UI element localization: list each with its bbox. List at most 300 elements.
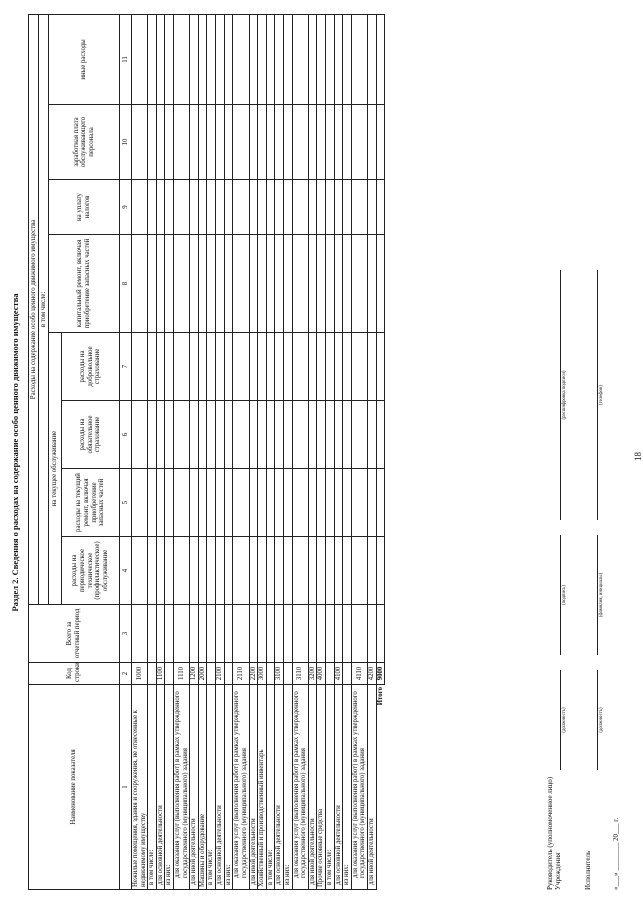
value-cell	[174, 605, 190, 663]
table-row	[190, 14, 199, 889]
value-cell	[156, 537, 165, 605]
value-cell	[283, 14, 292, 104]
value-cell	[190, 605, 199, 663]
value-cell	[351, 469, 367, 537]
value-cell	[174, 537, 190, 605]
row-code: 3100	[275, 663, 284, 685]
value-cell	[317, 605, 326, 663]
value-cell	[198, 105, 207, 180]
value-cell	[283, 605, 292, 663]
value-cell	[207, 105, 216, 180]
row-code: 1200	[190, 663, 199, 685]
value-cell	[233, 333, 249, 401]
value-cell	[258, 180, 267, 235]
value-cell	[207, 235, 216, 333]
value-cell	[216, 235, 225, 333]
value-cell	[326, 180, 335, 235]
value-cell	[308, 469, 317, 537]
row-code	[207, 663, 216, 685]
value-cell	[224, 333, 233, 401]
head-position-caption: (должность)	[562, 707, 567, 733]
expenses-table	[28, 14, 385, 890]
value-cell	[334, 180, 343, 235]
value-cell	[148, 605, 157, 663]
value-cell	[326, 401, 335, 469]
value-cell	[343, 469, 352, 537]
value-cell	[148, 235, 157, 333]
value-cell	[258, 469, 267, 537]
value-cell	[216, 401, 225, 469]
value-cell	[233, 537, 249, 605]
row-name: Прочие основные средства	[317, 685, 326, 890]
table-row	[224, 14, 233, 889]
row-code: 4110	[351, 663, 367, 685]
header-col5: расходы на текущий ремонт, включая приобретение запасных частей	[62, 469, 120, 537]
value-cell	[275, 537, 284, 605]
value-cell	[292, 333, 308, 401]
row-code: 3110	[292, 663, 308, 685]
row-code: 4200	[368, 663, 377, 685]
value-cell	[190, 235, 199, 333]
row-code: 1000	[132, 663, 148, 685]
table-row	[198, 14, 207, 889]
value-cell	[156, 180, 165, 235]
row-code: 4000	[317, 663, 326, 685]
table-row	[132, 14, 148, 889]
head-label: Руководитель (уполномоченное лицо) Учреждения	[546, 776, 562, 890]
value-cell	[258, 537, 267, 605]
row-name: для иной деятельности	[308, 685, 317, 890]
value-cell	[343, 14, 352, 104]
section-title: Раздел 2. Сведения о расходах на содержание особо ценного движимого имущества	[10, 293, 20, 612]
total-value-cell	[376, 180, 385, 235]
value-cell	[258, 605, 267, 663]
value-cell	[292, 469, 308, 537]
total-code: 9000	[376, 663, 385, 685]
row-name: для иной деятельности	[368, 685, 377, 890]
table-row	[334, 14, 343, 889]
value-cell	[308, 14, 317, 104]
value-cell	[190, 537, 199, 605]
value-cell	[258, 235, 267, 333]
value-cell	[132, 469, 148, 537]
value-cell	[198, 605, 207, 663]
value-cell	[249, 105, 258, 180]
head-decoding-caption: (расшифровка подписи)	[562, 370, 567, 420]
row-code: 1100	[156, 663, 165, 685]
header-total: Всего за отчетный период	[29, 605, 120, 663]
header-name: Наименование показателя	[29, 685, 120, 890]
value-cell	[258, 333, 267, 401]
value-cell	[292, 605, 308, 663]
row-name: для основной деятельности	[275, 685, 284, 890]
value-cell	[249, 401, 258, 469]
row-code: 2100	[216, 663, 225, 685]
value-cell	[224, 235, 233, 333]
row-name: для оказания услуг (выполнения работ) в рамках утвержденного государственного (муниципального) задания	[292, 685, 308, 890]
executor-phone-line	[597, 270, 598, 520]
total-value-cell	[376, 401, 385, 469]
header-col8: капитальный ремонт, включая приобретение запасных частей	[49, 235, 120, 333]
value-cell	[156, 469, 165, 537]
value-cell	[249, 180, 258, 235]
value-cell	[368, 333, 377, 401]
value-cell	[317, 235, 326, 333]
column-number: 1	[120, 685, 132, 890]
value-cell	[275, 605, 284, 663]
table-row	[368, 14, 377, 889]
value-cell	[174, 14, 190, 104]
value-cell	[174, 180, 190, 235]
table-row	[174, 14, 190, 889]
value-cell	[368, 605, 377, 663]
row-name: для оказания услуг (выполнения работ) в рамках утвержденного государственного (муниципального) задания	[233, 685, 249, 890]
row-name: для иной деятельности	[190, 685, 199, 890]
value-cell	[326, 537, 335, 605]
column-number: 4	[120, 537, 132, 605]
value-cell	[249, 469, 258, 537]
value-cell	[266, 537, 275, 605]
row-code	[224, 663, 233, 685]
value-cell	[334, 235, 343, 333]
row-name: для основной деятельности	[156, 685, 165, 890]
row-code: 2110	[233, 663, 249, 685]
value-cell	[224, 180, 233, 235]
value-cell	[132, 235, 148, 333]
table-body	[132, 14, 385, 889]
column-number: 3	[120, 605, 132, 663]
value-cell	[165, 537, 174, 605]
value-cell	[283, 469, 292, 537]
table-row	[326, 14, 335, 889]
value-cell	[368, 469, 377, 537]
column-number: 2	[120, 663, 132, 685]
row-code: 2200	[249, 663, 258, 685]
table-row	[317, 14, 326, 889]
table-row	[292, 14, 308, 889]
row-code: 1110	[174, 663, 190, 685]
value-cell	[224, 105, 233, 180]
table-row	[148, 14, 157, 889]
value-cell	[216, 105, 225, 180]
value-cell	[165, 14, 174, 104]
value-cell	[292, 180, 308, 235]
value-cell	[249, 605, 258, 663]
value-cell	[148, 180, 157, 235]
value-cell	[283, 235, 292, 333]
value-cell	[266, 605, 275, 663]
head-position-line	[560, 670, 561, 770]
value-cell	[283, 333, 292, 401]
row-name: для оказания услуг (выполнения работ) в рамках утвержденного государственного (муниципального) задания	[351, 685, 367, 890]
value-cell	[207, 180, 216, 235]
row-code: 4100	[334, 663, 343, 685]
value-cell	[308, 401, 317, 469]
value-cell	[207, 469, 216, 537]
value-cell	[165, 333, 174, 401]
row-name: Машины и оборудование	[198, 685, 207, 890]
value-cell	[275, 105, 284, 180]
value-cell	[233, 14, 249, 104]
value-cell	[283, 180, 292, 235]
row-name: Нежилые помещения, здания и сооружения, не отнесенные к недвижимому имуществу	[132, 685, 148, 890]
value-cell	[308, 105, 317, 180]
row-name: из них:	[224, 685, 233, 890]
row-code	[326, 663, 335, 685]
value-cell	[258, 401, 267, 469]
value-cell	[198, 469, 207, 537]
value-cell	[343, 605, 352, 663]
table-row	[207, 14, 216, 889]
value-cell	[233, 235, 249, 333]
head-decoding-line	[560, 270, 561, 520]
row-code: 3200	[308, 663, 317, 685]
value-cell	[233, 469, 249, 537]
value-cell	[343, 235, 352, 333]
value-cell	[224, 401, 233, 469]
column-number: 8	[120, 235, 132, 333]
value-cell	[132, 333, 148, 401]
value-cell	[174, 235, 190, 333]
value-cell	[308, 605, 317, 663]
value-cell	[317, 537, 326, 605]
value-cell	[156, 14, 165, 104]
value-cell	[156, 401, 165, 469]
value-cell	[190, 14, 199, 104]
value-cell	[132, 605, 148, 663]
row-name: в том числе:	[266, 685, 275, 890]
value-cell	[292, 105, 308, 180]
value-cell	[351, 537, 367, 605]
value-cell	[249, 333, 258, 401]
value-cell	[165, 605, 174, 663]
table-row	[233, 14, 249, 889]
value-cell	[343, 105, 352, 180]
value-cell	[249, 14, 258, 104]
total-value-cell	[376, 537, 385, 605]
value-cell	[132, 401, 148, 469]
head-signature-line	[560, 535, 561, 655]
column-number: 11	[120, 14, 132, 104]
value-cell	[233, 605, 249, 663]
total-label: Итого	[376, 685, 385, 890]
value-cell	[343, 401, 352, 469]
value-cell	[266, 401, 275, 469]
total-value-cell	[376, 333, 385, 401]
value-cell	[190, 180, 199, 235]
value-cell	[174, 333, 190, 401]
value-cell	[224, 605, 233, 663]
value-cell	[283, 105, 292, 180]
row-name: Хозяйственный и производственный инвентарь	[258, 685, 267, 890]
value-cell	[207, 605, 216, 663]
header-current-service: на текущее обслуживание	[49, 333, 62, 605]
total-value-cell	[376, 469, 385, 537]
value-cell	[207, 14, 216, 104]
value-cell	[132, 14, 148, 104]
value-cell	[258, 14, 267, 104]
value-cell	[292, 14, 308, 104]
total-row	[376, 14, 385, 889]
value-cell	[292, 401, 308, 469]
value-cell	[148, 333, 157, 401]
row-name: в том числе:	[326, 685, 335, 890]
value-cell	[132, 537, 148, 605]
header-expenses-group: Расходы на содержание особо ценного движимого имущества	[29, 14, 39, 604]
table-row	[308, 14, 317, 889]
header-col7: расходы на добровольное страхование	[62, 333, 120, 401]
value-cell	[148, 14, 157, 104]
value-cell	[334, 14, 343, 104]
value-cell	[275, 333, 284, 401]
value-cell	[174, 469, 190, 537]
value-cell	[275, 235, 284, 333]
header-col6: расходы на обязательное страхование	[62, 401, 120, 469]
head-signature-caption: (подпись)	[562, 585, 567, 605]
value-cell	[368, 180, 377, 235]
value-cell	[190, 469, 199, 537]
executor-label: Исполнитель	[584, 850, 592, 890]
value-cell	[334, 333, 343, 401]
value-cell	[249, 235, 258, 333]
value-cell	[198, 14, 207, 104]
value-cell	[351, 14, 367, 104]
table-row	[343, 14, 352, 889]
total-value-cell	[376, 105, 385, 180]
value-cell	[368, 14, 377, 104]
value-cell	[368, 105, 377, 180]
table-row	[275, 14, 284, 889]
value-cell	[156, 105, 165, 180]
table-row	[258, 14, 267, 889]
value-cell	[266, 469, 275, 537]
total-value-cell	[376, 235, 385, 333]
table-row	[266, 14, 275, 889]
executor-position-caption: (должность)	[599, 707, 604, 733]
row-name: для основной деятельности	[334, 685, 343, 890]
header-in-that-number: в том числе:	[39, 14, 49, 604]
value-cell	[275, 14, 284, 104]
value-cell	[224, 537, 233, 605]
value-cell	[368, 537, 377, 605]
value-cell	[165, 235, 174, 333]
value-cell	[326, 235, 335, 333]
row-code	[343, 663, 352, 685]
value-cell	[148, 105, 157, 180]
value-cell	[156, 605, 165, 663]
value-cell	[317, 401, 326, 469]
column-number: 5	[120, 469, 132, 537]
value-cell	[207, 401, 216, 469]
value-cell	[174, 401, 190, 469]
value-cell	[308, 333, 317, 401]
row-name: для иной деятельности	[249, 685, 258, 890]
value-cell	[266, 105, 275, 180]
value-cell	[308, 235, 317, 333]
value-cell	[165, 180, 174, 235]
value-cell	[351, 105, 367, 180]
value-cell	[224, 14, 233, 104]
value-cell	[198, 537, 207, 605]
value-cell	[343, 180, 352, 235]
row-name: в том числе:	[148, 685, 157, 890]
total-value-cell	[376, 14, 385, 104]
column-number: 9	[120, 180, 132, 235]
value-cell	[216, 537, 225, 605]
value-cell	[266, 14, 275, 104]
column-number: 6	[120, 401, 132, 469]
header-code: Код строки	[29, 663, 120, 685]
value-cell	[343, 537, 352, 605]
value-cell	[148, 469, 157, 537]
row-name: из них:	[283, 685, 292, 890]
value-cell	[224, 469, 233, 537]
value-cell	[198, 333, 207, 401]
value-cell	[351, 401, 367, 469]
value-cell	[207, 333, 216, 401]
row-name: из них:	[343, 685, 352, 890]
value-cell	[275, 180, 284, 235]
value-cell	[165, 401, 174, 469]
table-row	[249, 14, 258, 889]
value-cell	[207, 537, 216, 605]
value-cell	[198, 235, 207, 333]
value-cell	[198, 401, 207, 469]
row-code: 3000	[258, 663, 267, 685]
row-name: для оказания услуг (выполнения работ) в рамках утвержденного государственного (муниципального) задания	[174, 685, 190, 890]
value-cell	[190, 401, 199, 469]
value-cell	[198, 180, 207, 235]
value-cell	[351, 180, 367, 235]
value-cell	[216, 180, 225, 235]
value-cell	[326, 105, 335, 180]
value-cell	[283, 537, 292, 605]
date-line: «___» ________ 20___ г.	[612, 817, 620, 890]
table-row	[156, 14, 165, 889]
value-cell	[308, 537, 317, 605]
value-cell	[190, 105, 199, 180]
value-cell	[308, 180, 317, 235]
value-cell	[165, 105, 174, 180]
table-row	[351, 14, 367, 889]
value-cell	[249, 537, 258, 605]
value-cell	[266, 180, 275, 235]
executor-position-line	[597, 670, 598, 770]
value-cell	[317, 333, 326, 401]
value-cell	[216, 333, 225, 401]
value-cell	[148, 537, 157, 605]
row-code	[165, 663, 174, 685]
row-code	[266, 663, 275, 685]
value-cell	[266, 235, 275, 333]
executor-name-line	[597, 535, 598, 655]
value-cell	[275, 469, 284, 537]
row-code	[283, 663, 292, 685]
executor-phone-caption: (телефон)	[599, 384, 604, 406]
executor-name-caption: (фамилия, инициалы)	[599, 572, 604, 618]
value-cell	[343, 333, 352, 401]
row-code: 2000	[198, 663, 207, 685]
value-cell	[156, 235, 165, 333]
value-cell	[275, 401, 284, 469]
value-cell	[283, 401, 292, 469]
value-cell	[156, 333, 165, 401]
value-cell	[317, 14, 326, 104]
header-col10: заработная плата обслуживающего персонала	[49, 105, 120, 180]
value-cell	[148, 401, 157, 469]
value-cell	[292, 537, 308, 605]
row-name: из них:	[165, 685, 174, 890]
